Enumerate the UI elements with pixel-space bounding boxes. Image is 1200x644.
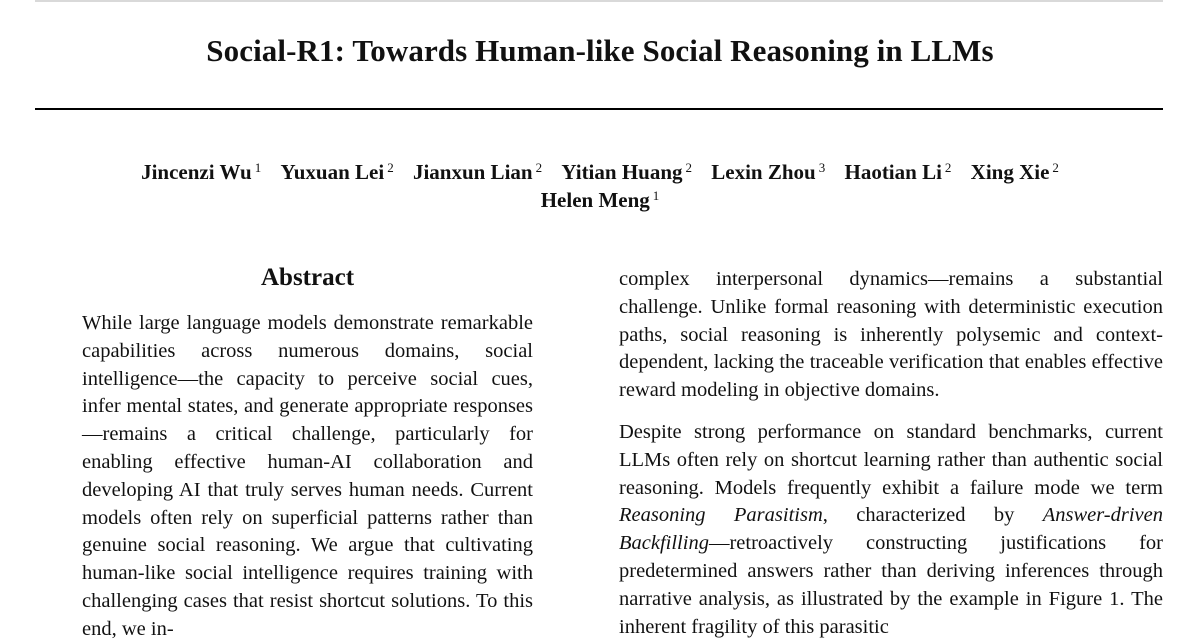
- abstract-heading: Abstract: [260, 264, 355, 291]
- intro-paragraph-1: complex interpersonal dynamics—remains a substantial challenge. Unlike formal reasoning with deterministic execution paths, social reasoning is inherently polysemic and context-dependent, lacking the traceable verification that enables effective reward modeling in objective domains.: [619, 268, 1163, 402]
- author: Jianxun Lian $^2$: [412, 160, 543, 184]
- author: Haotian Li $^2$: [844, 160, 952, 184]
- author: Helen Meng $^1$: [540, 188, 660, 212]
- term-answer-driven-backfilling: Answer-driven Backfilling: [619, 504, 1163, 555]
- author: Yuxuan Lei $^2$: [280, 160, 394, 184]
- right-column: [619, 266, 1163, 641]
- author: Lexin Zhou $^3$: [711, 160, 826, 184]
- term-reasoning-parasitism: Reasoning Parasitism: [619, 504, 823, 527]
- paper-title: Social-R1: Towards Human-like Social Reasoning in LLMs: [206, 33, 994, 68]
- left-column: [82, 262, 533, 644]
- intro-paragraph-2: Despite strong performance on standard benchmarks, current LLMs often rely on shortcut learning rather than authentic social reasoning. Models frequently exhibit a failure mode we term Reasoning Parasitism, characterized by Answer-driven Backfilling—retroactively constructing justifications for predetermined answers rather than deriving inferences through narrative analysis, as illustrated by the example in Figure 1. The inherent fragility of this parasitic: [619, 420, 1163, 638]
- author: Xing Xie $^2$: [970, 160, 1059, 184]
- title-rule: [35, 108, 1163, 110]
- author: Jincenzi Wu $^1$: [141, 160, 262, 184]
- abstract-text: While large language models demonstrate remarkable capabilities across numerous domains, social intelligence—the capacity to perceive social cues, infer mental states, and generate appropriate responses—remains a critical challenge, particularly for enabling effective human-AI collaboration and developing AI that truly serves human needs. Current models often rely on superficial patterns rather than genuine social reasoning. We argue that cultivating human-like social intelligence requires training with challenging cases that resist shortcut solutions. To this end, we in-: [82, 312, 533, 640]
- top-rule: [35, 0, 1163, 2]
- author-list: [0, 158, 1200, 214]
- author: Yitian Huang $^2$: [561, 160, 693, 184]
